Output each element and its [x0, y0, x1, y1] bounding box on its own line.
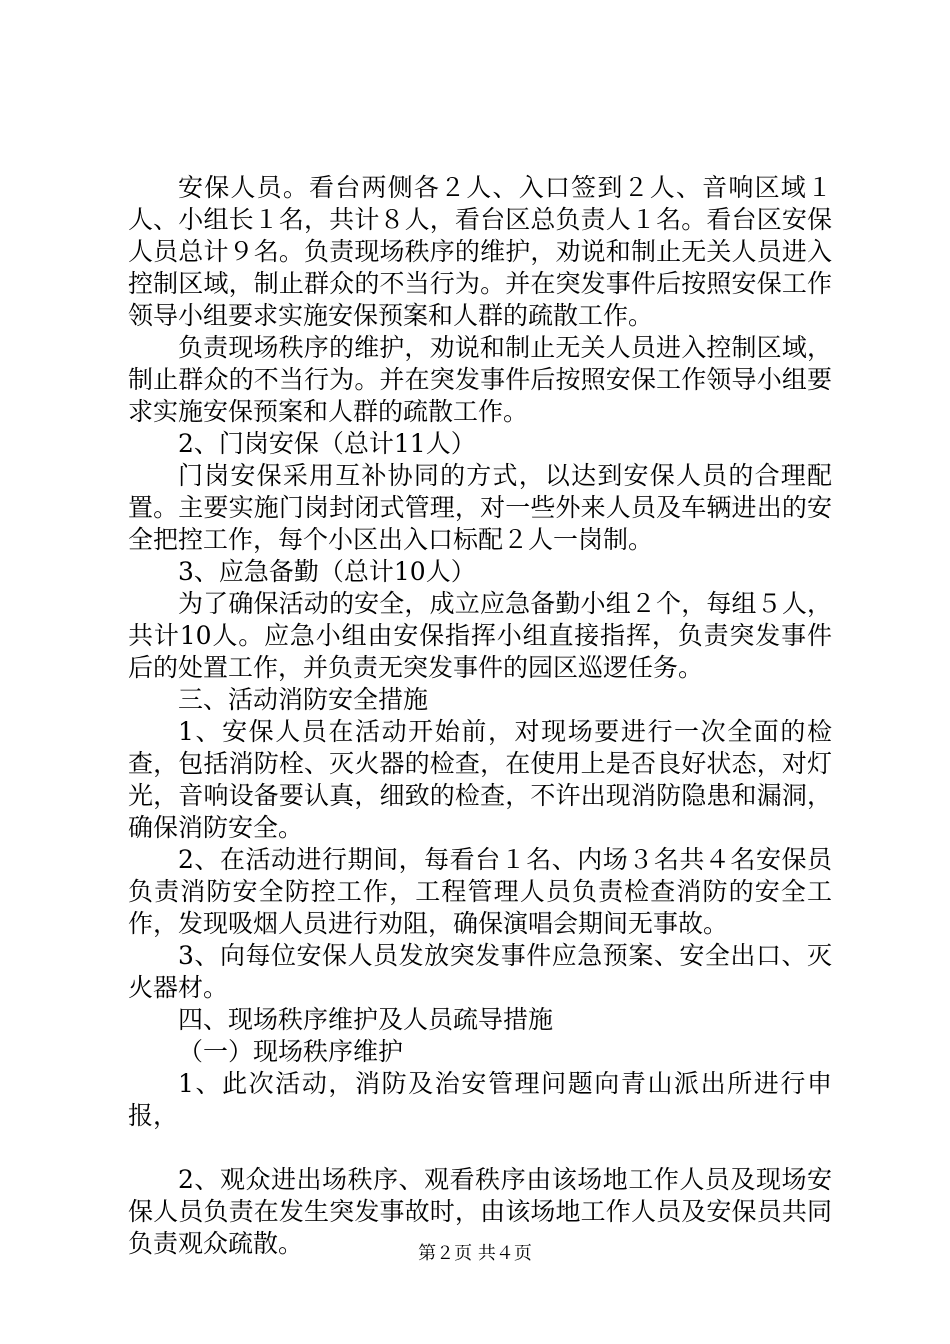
- paragraph-fire-safety-1: 1、安保人员在活动开始前，对现场要进行一次全面的检查，包括消防栓、灭火器的检查，在使用上是否良好状态，对灯光，音响设备要认真，细致的检查，不许出现消防隐患和漏洞，确保消防安全。: [128, 717, 832, 842]
- paragraph-emergency-standby: 为了确保活动的安全，成立应急备勤小组２个，每组５人，共计10人。应急小组由安保指挥小组直接指挥，负责突发事件后的处置工作，并负责无突发事件的园区巡逻任务。: [128, 589, 832, 682]
- subheading-site-order: （一）现场秩序维护: [178, 1037, 404, 1066]
- page-number-footer: 第２页 共４页: [418, 1243, 532, 1264]
- paragraph-gate-security: 门岗安保采用互补协同的方式，以达到安保人员的合理配置。主要实施门岗封闭式管理，对一些外来人员及车辆进出的安全把控工作，每个小区出入口标配２人一岗制。: [128, 461, 832, 554]
- heading-site-order: 四、现场秩序维护及人员疏导措施: [178, 1005, 554, 1034]
- paragraph-fire-safety-2: 2、在活动进行期间，每看台１名、内场３名共４名安保员负责消防安全防控工作，工程管理人员负责检查消防的安全工作，发现吸烟人员进行劝阻，确保演唱会期间无事故。: [128, 845, 832, 938]
- paragraph-order-maintenance: 负责现场秩序的维护，劝说和制止无关人员进入控制区域，制止群众的不当行为。并在突发事件后按照安保工作领导小组要求实施安保预案和人群的疏散工作。: [128, 333, 832, 426]
- paragraph-site-order-2: 2、观众进出场秩序、观看秩序由该场地工作人员及现场安保人员负责在发生突发事故时，由该场地工作人员及安保员共同负责观众疏散。: [128, 1165, 832, 1258]
- document-body: [128, 172, 832, 1260]
- paragraph-fire-safety-3: 3、向每位安保人员发放突发事件应急预案、安全出口、灭火器材。: [128, 941, 832, 1002]
- paragraph-site-order-1: 1、此次活动，消防及治安管理问题向青山派出所进行申报，: [128, 1069, 832, 1130]
- heading-fire-safety: 三、活动消防安全措施: [178, 685, 429, 714]
- paragraph-security-staff: 安保人员。看台两侧各２人、入口签到２人、音响区域１人、小组长１名，共计８人，看台区总负责人１名。看台区安保人员总计９名。负责现场秩序的维护，劝说和制止无关人员进入控制区域，制止群众的不当行为。并在突发事件后按照安保工作领导小组要求实施安保预案和人群的疏散工作。: [128, 173, 832, 330]
- heading-gate-security: 2、门岗安保（总计11人）: [178, 429, 476, 458]
- heading-emergency-standby: 3、应急备勤（总计10人）: [178, 557, 476, 586]
